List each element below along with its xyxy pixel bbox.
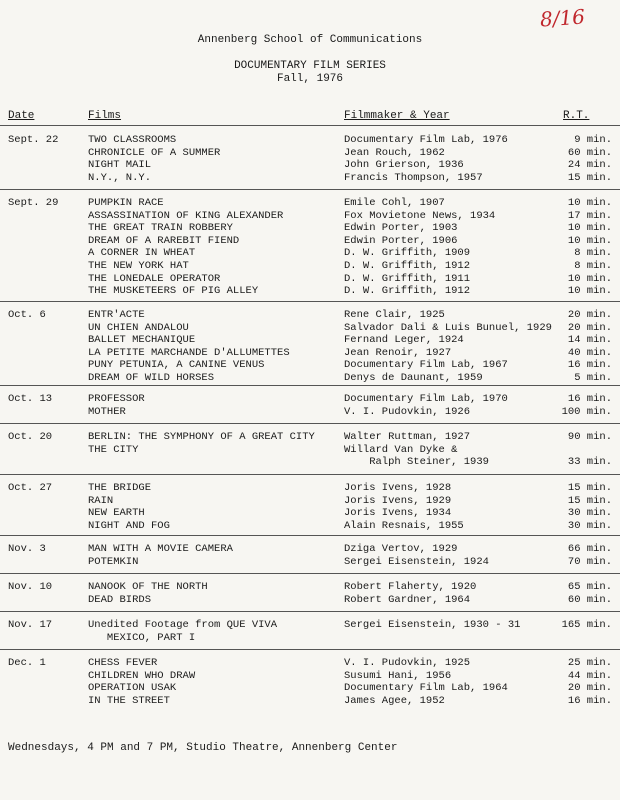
row-film: NEW EARTH	[88, 507, 145, 520]
row-date: Sept. 29	[8, 197, 59, 209]
row-film: POTEMKIN	[88, 555, 139, 568]
schedule-row	[0, 619, 620, 632]
schedule-row	[0, 456, 620, 469]
row-rt: 15 min.	[567, 494, 612, 507]
row-maker: Joris Ivens, 1929	[344, 494, 452, 507]
row-maker: Documentary Film Lab, 1967	[344, 359, 508, 372]
row-rt: 66 min.	[567, 543, 612, 555]
org-title: Annenberg School of Communications	[197, 34, 423, 46]
schedule-row	[0, 372, 620, 385]
row-maker: Walter Ruttman, 1927	[344, 431, 471, 443]
row-maker: D. W. Griffith, 1911	[344, 272, 471, 285]
row-film: PROFESSOR	[88, 393, 145, 405]
row-rt: 100 min.	[561, 405, 612, 418]
row-maker: Salvador Dali & Luis Bunuel, 1929	[344, 321, 552, 334]
column-header-films: Films	[88, 110, 122, 122]
row-maker: Documentary Film Lab, 1970	[344, 393, 508, 405]
schedule-row	[0, 406, 620, 419]
row-film: THE MUSKETEERS OF PIG ALLEY	[88, 285, 259, 298]
row-date: Nov. 10	[8, 581, 53, 593]
row-film: MOTHER	[88, 405, 126, 418]
row-film: MAN WITH A MOVIE CAMERA	[88, 543, 233, 555]
row-rt: 16 min.	[567, 694, 612, 707]
schedule-row	[0, 632, 620, 645]
row-maker: V. I. Pudovkin, 1926	[344, 405, 471, 418]
row-maker: Jean Rouch, 1962	[344, 146, 445, 159]
group-separator	[0, 385, 620, 386]
header-separator	[0, 125, 620, 126]
row-rt: 10 min.	[567, 272, 612, 285]
row-date: Oct. 27	[8, 482, 53, 494]
row-maker: Susumi Hani, 1956	[344, 669, 452, 682]
row-film: PUMPKIN RACE	[88, 197, 164, 209]
row-film: NIGHT MAIL	[88, 159, 152, 172]
row-rt: 40 min.	[567, 346, 612, 359]
footer-note: Wednesdays, 4 PM and 7 PM, Studio Theatre, Annenberg Center	[8, 742, 398, 754]
row-rt: 14 min.	[567, 334, 612, 347]
row-maker: Sergei Eisenstein, 1924	[344, 555, 489, 568]
schedule-row	[0, 695, 620, 708]
row-maker: Edwin Porter, 1906	[344, 234, 458, 247]
row-maker: Fox Movietone News, 1934	[344, 209, 496, 222]
row-maker: Robert Flaherty, 1920	[344, 581, 477, 593]
row-rt: 70 min.	[567, 555, 612, 568]
row-maker: Dziga Vertov, 1929	[344, 543, 458, 555]
row-rt: 15 min.	[567, 482, 612, 494]
row-film: PUNY PETUNIA, A CANINE VENUS	[88, 359, 265, 372]
row-rt: 15 min.	[567, 171, 612, 184]
schedule-row	[0, 543, 620, 556]
schedule-row	[0, 197, 620, 210]
row-rt: 44 min.	[567, 669, 612, 682]
row-maker: Documentary Film Lab, 1964	[344, 682, 508, 695]
schedule-row	[0, 210, 620, 223]
schedule-row	[0, 285, 620, 298]
row-film: THE GREAT TRAIN ROBBERY	[88, 222, 233, 235]
group-separator	[0, 611, 620, 612]
row-date: Oct. 6	[8, 309, 46, 321]
row-date: Nov. 17	[8, 619, 53, 631]
row-date: Nov. 3	[8, 543, 46, 555]
row-maker: Fernand Leger, 1924	[344, 334, 464, 347]
row-rt: 20 min.	[567, 309, 612, 321]
schedule-row	[0, 347, 620, 360]
row-film: THE NEW YORK HAT	[88, 260, 189, 272]
group-separator	[0, 649, 620, 650]
schedule-row	[0, 657, 620, 670]
row-film: CHESS FEVER	[88, 657, 158, 669]
column-header-maker: Filmmaker & Year	[344, 110, 450, 122]
schedule-row	[0, 581, 620, 594]
row-rt: 30 min.	[567, 519, 612, 532]
row-rt: 20 min.	[567, 682, 612, 695]
schedule-row	[0, 495, 620, 508]
row-maker: Joris Ivens, 1934	[344, 507, 452, 520]
schedule-row	[0, 172, 620, 185]
row-date: Dec. 1	[8, 657, 46, 669]
column-header-date: Date	[8, 110, 35, 122]
row-maker: Jean Renoir, 1927	[344, 346, 452, 359]
term-title: Fall, 1976	[276, 73, 343, 85]
group-separator	[0, 301, 620, 302]
group-separator	[0, 573, 620, 574]
row-film: N.Y., N.Y.	[88, 171, 152, 184]
row-maker: Robert Gardner, 1964	[344, 593, 471, 606]
row-maker: Emile Cohl, 1907	[344, 197, 445, 209]
row-rt: 65 min.	[567, 581, 612, 593]
row-maker: James Agee, 1952	[344, 694, 445, 707]
row-film: BERLIN: THE SYMPHONY OF A GREAT CITY	[88, 431, 315, 443]
row-film: THE BRIDGE	[88, 482, 152, 494]
row-film: ASSASSINATION OF KING ALEXANDER	[88, 209, 284, 222]
schedule-row	[0, 322, 620, 335]
row-film: CHRONICLE OF A SUMMER	[88, 146, 221, 159]
row-maker: D. W. Griffith, 1909	[344, 247, 471, 260]
row-rt: 16 min.	[567, 393, 612, 405]
row-maker: V. I. Pudovkin, 1925	[344, 657, 471, 669]
schedule-row	[0, 359, 620, 372]
row-film: MEXICO, PART I	[88, 631, 196, 644]
row-rt: 10 min.	[567, 285, 612, 298]
schedule-row	[0, 147, 620, 160]
row-rt: 10 min.	[567, 222, 612, 235]
schedule-row	[0, 507, 620, 520]
row-film: NANOOK OF THE NORTH	[88, 581, 208, 593]
row-rt: 60 min.	[567, 593, 612, 606]
row-maker: Denys de Daunant, 1959	[344, 372, 483, 384]
group-separator	[0, 189, 620, 190]
row-date: Oct. 20	[8, 431, 53, 443]
row-rt: 8 min.	[574, 247, 612, 260]
series-title: DOCUMENTARY FILM SERIES	[234, 60, 386, 72]
row-maker: Sergei Eisenstein, 1930 - 31	[344, 619, 521, 631]
row-rt: 24 min.	[567, 159, 612, 172]
row-rt: 30 min.	[567, 507, 612, 520]
row-maker: Alain Resnais, 1955	[344, 519, 464, 532]
schedule-row	[0, 556, 620, 569]
row-maker: Joris Ivens, 1928	[344, 482, 452, 494]
row-film: UN CHIEN ANDALOU	[88, 321, 189, 334]
column-header-rt: R.T.	[563, 110, 590, 122]
row-date: Oct. 13	[8, 393, 53, 405]
schedule-row	[0, 670, 620, 683]
schedule-row	[0, 235, 620, 248]
row-film: BALLET MECHANIQUE	[88, 334, 196, 347]
row-rt: 20 min.	[567, 321, 612, 334]
schedule-row	[0, 247, 620, 260]
row-film: RAIN	[88, 494, 114, 507]
row-maker: Ralph Steiner, 1939	[344, 456, 489, 469]
row-film: NIGHT AND FOG	[88, 519, 170, 532]
row-maker: Rene Clair, 1925	[344, 309, 445, 321]
group-separator	[0, 423, 620, 424]
schedule-row	[0, 482, 620, 495]
schedule-row	[0, 273, 620, 286]
row-rt: 16 min.	[567, 359, 612, 372]
row-maker: Francis Thompson, 1957	[344, 171, 483, 184]
row-film: THE LONEDALE OPERATOR	[88, 272, 221, 285]
row-maker: D. W. Griffith, 1912	[344, 285, 471, 298]
row-rt: 5 min.	[574, 372, 612, 384]
row-rt: 25 min.	[567, 657, 612, 669]
row-maker: Willard Van Dyke &	[344, 443, 458, 456]
row-rt: 8 min.	[574, 260, 612, 272]
row-film: IN THE STREET	[88, 694, 170, 707]
row-rt: 60 min.	[567, 146, 612, 159]
schedule-row	[0, 520, 620, 533]
row-film: DREAM OF WILD HORSES	[88, 372, 215, 384]
row-rt: 10 min.	[567, 234, 612, 247]
schedule-row	[0, 431, 620, 444]
row-film: DEAD BIRDS	[88, 593, 152, 606]
schedule-row	[0, 594, 620, 607]
row-film: DREAM OF A RAREBIT FIEND	[88, 234, 240, 247]
schedule-row	[0, 444, 620, 457]
schedule-row	[0, 222, 620, 235]
schedule-row	[0, 260, 620, 273]
row-film: A CORNER IN WHEAT	[88, 247, 196, 260]
row-maker: Edwin Porter, 1903	[344, 222, 458, 235]
row-rt: 9 min.	[574, 134, 612, 146]
schedule-row	[0, 134, 620, 147]
row-film: LA PETITE MARCHANDE D'ALLUMETTES	[88, 346, 290, 359]
row-film: THE CITY	[88, 443, 139, 456]
handwritten-note: 8/16	[539, 4, 586, 32]
row-maker: John Grierson, 1936	[344, 159, 464, 172]
row-maker: Documentary Film Lab, 1976	[344, 134, 508, 146]
group-separator	[0, 474, 620, 475]
row-rt: 10 min.	[567, 197, 612, 209]
schedule-row	[0, 393, 620, 406]
row-rt: 90 min.	[567, 431, 612, 443]
row-rt: 17 min.	[567, 209, 612, 222]
row-film: OPERATION USAK	[88, 682, 177, 695]
schedule-row	[0, 682, 620, 695]
schedule-row	[0, 334, 620, 347]
row-film: TWO CLASSROOMS	[88, 134, 177, 146]
schedule-row	[0, 309, 620, 322]
row-film: Unedited Footage from QUE VIVA	[88, 619, 278, 631]
row-film: CHILDREN WHO DRAW	[88, 669, 196, 682]
row-maker: D. W. Griffith, 1912	[344, 260, 471, 272]
row-rt: 165 min.	[561, 619, 612, 631]
row-rt: 33 min.	[567, 456, 612, 469]
row-date: Sept. 22	[8, 134, 59, 146]
schedule-row	[0, 159, 620, 172]
group-separator	[0, 535, 620, 536]
row-film: ENTR'ACTE	[88, 309, 145, 321]
